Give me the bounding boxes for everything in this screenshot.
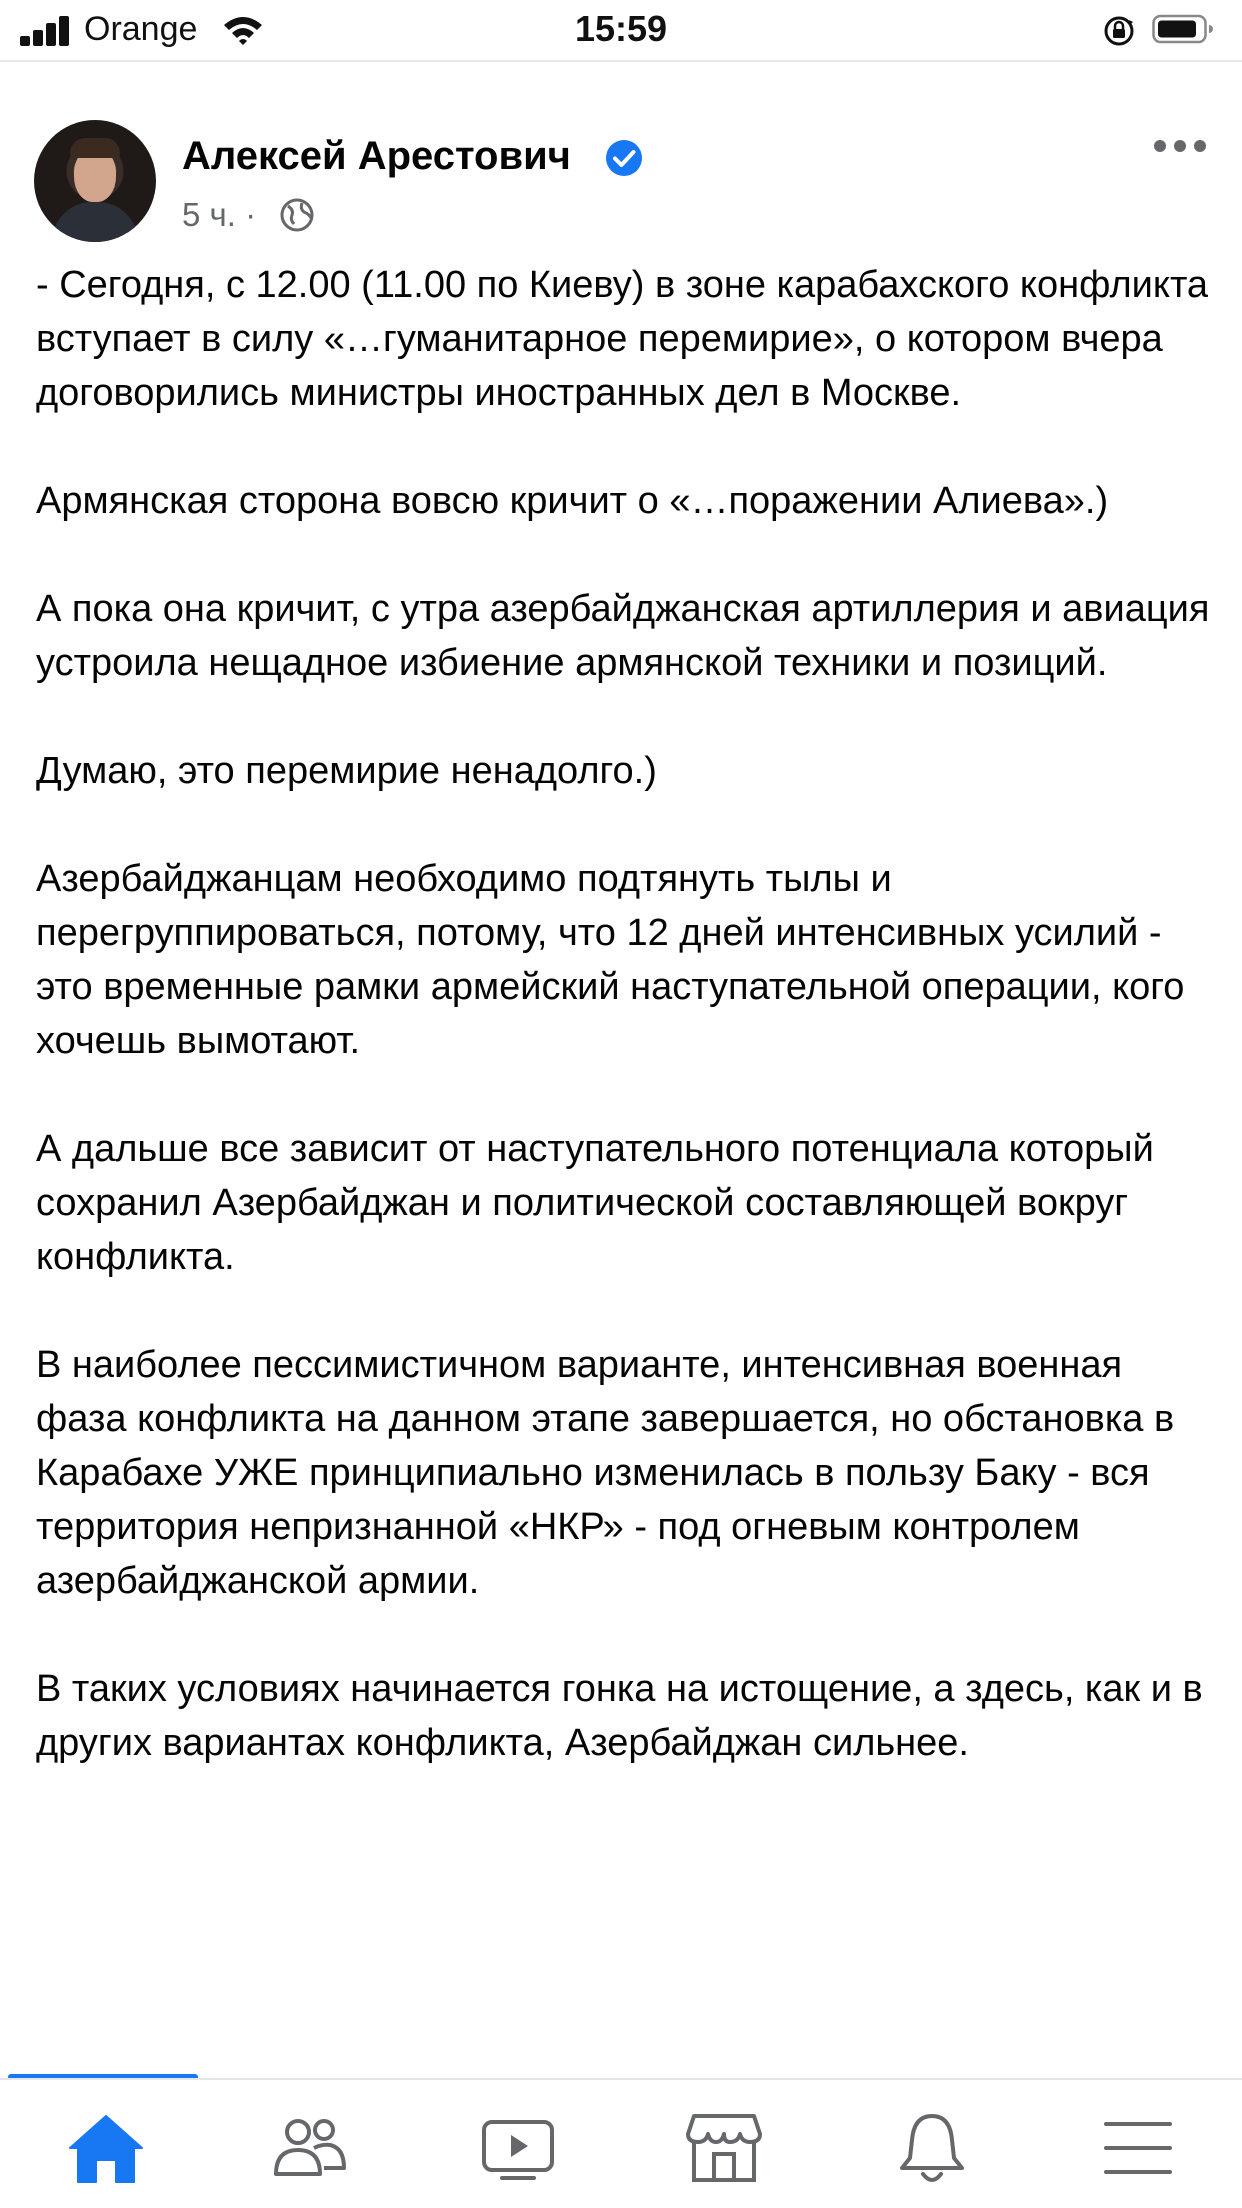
status-divider bbox=[0, 60, 1242, 62]
post-body bbox=[36, 258, 1216, 1824]
notifications-icon[interactable] bbox=[892, 2108, 972, 2188]
bottom-tab-bar bbox=[0, 2078, 1242, 2208]
home-icon[interactable] bbox=[66, 2108, 146, 2188]
meta-separator: · bbox=[245, 196, 257, 233]
post-paragraph: Думаю, это перемирие ненадолго.) bbox=[36, 750, 657, 792]
timestamp-text: 5 ч. bbox=[182, 196, 236, 233]
clock: 15:59 bbox=[574, 8, 668, 49]
watch-icon[interactable] bbox=[478, 2108, 558, 2188]
more-options-button[interactable] bbox=[1152, 136, 1208, 156]
marketplace-icon[interactable] bbox=[684, 2108, 764, 2188]
post-paragraph: Азербайджанцам необходимо подтянуть тылы и перегруппироваться, потому, что 12 дней интенсивных усилий - это временные рамки армейский наступательной операции, кого хочешь вымотают. bbox=[36, 858, 1185, 1062]
status-bar bbox=[0, 0, 1242, 60]
verified-badge-icon bbox=[604, 138, 644, 178]
avatar[interactable] bbox=[34, 120, 156, 242]
carrier-name: Orange bbox=[84, 10, 198, 48]
orientation-lock-icon bbox=[1102, 14, 1136, 48]
post-paragraph: - Сегодня, с 12.00 (11.00 по Киеву) в зоне карабахского конфликта вступает в силу «…гуманитарное перемирие», о котором вчера договорились министры иностранных дел в Москве. bbox=[36, 264, 1209, 414]
globe-icon bbox=[278, 196, 316, 234]
post-paragraph: В наиболее пессимистичном варианте, интенсивная военная фаза конфликта на данном этапе завершается, но обстановка в Карабахе УЖЕ принципиально изменилась в пользу Баку - вся территория непризнанной «НКР» - под огневым контролем азербайджанской армии. bbox=[36, 1344, 1175, 1602]
post-paragraph: А пока она кричит, с утра азербайджанская артиллерия и авиация устроила нещадное избиение армянской техники и позиций. bbox=[36, 588, 1210, 684]
post-paragraph: Армянская сторона вовсю кричит о «…поражении Алиева».) bbox=[36, 480, 1109, 522]
friends-icon[interactable] bbox=[270, 2108, 350, 2188]
post-paragraph: В таких условиях начинается гонка на истощение, а здесь, как и в других вариантах конфликта, Азербайджан сильнее. bbox=[36, 1668, 1203, 1764]
battery-icon bbox=[1152, 13, 1214, 45]
menu-icon[interactable] bbox=[1098, 2108, 1178, 2188]
post-header bbox=[0, 110, 1242, 250]
post-paragraph: А дальше все зависит от наступательного потенциала который сохранил Азербайджан и политической составляющей вокруг конфликта. bbox=[36, 1128, 1154, 1278]
author-name[interactable]: Алексей Арестович bbox=[182, 134, 571, 178]
post-timestamp[interactable] bbox=[182, 196, 256, 234]
